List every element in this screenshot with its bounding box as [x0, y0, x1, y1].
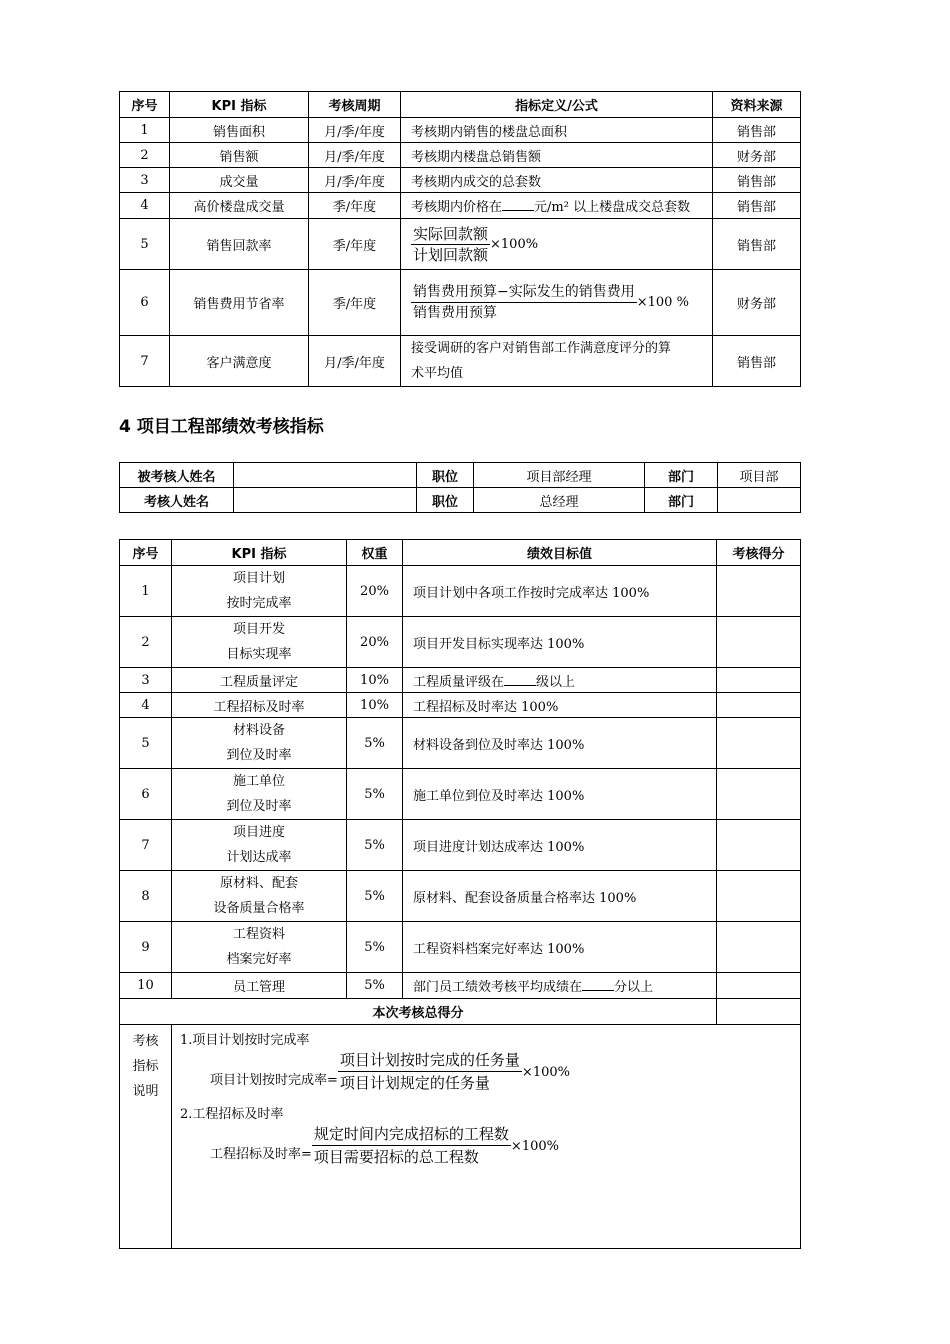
row-score-field[interactable] — [717, 820, 801, 871]
fill-blank — [504, 673, 536, 686]
fraction-numerator: 实际回款额 — [413, 224, 489, 243]
row-cycle: 季/年度 — [309, 193, 401, 219]
row-definition: 考核期内成交的总套数 — [401, 168, 713, 193]
kpi-line: 目标实现率 — [226, 647, 292, 662]
row-no: 10 — [120, 973, 172, 999]
row-target: 原材料、配套设备质量合格率达 100% — [403, 871, 717, 922]
row-weight: 10% — [347, 693, 403, 718]
kpi-line: 档案完好率 — [226, 952, 292, 967]
row-no: 5 — [120, 219, 170, 270]
row-target: 项目开发目标实现率达 100% — [403, 617, 717, 668]
row-target — [403, 668, 717, 693]
row-cycle: 季/年度 — [309, 270, 401, 336]
fraction-numerator: 项目计划按时完成的任务量 — [338, 1049, 522, 1072]
table-header-row — [120, 540, 801, 566]
side-label-line: 指标 — [132, 1059, 159, 1074]
position-label: 职位 — [417, 463, 474, 488]
multiplier: ×100% — [510, 1139, 559, 1154]
row-source: 财务部 — [713, 270, 801, 336]
note-item1-formula — [210, 1049, 570, 1094]
table-row — [120, 118, 801, 143]
info-row — [120, 488, 801, 513]
kpi-line: 项目计划 — [232, 571, 285, 586]
row-definition — [401, 193, 713, 219]
table-row — [120, 668, 801, 693]
dept-label: 部门 — [645, 463, 718, 488]
table-row — [120, 769, 801, 820]
kpi-line: 施工单位 — [232, 774, 285, 789]
table-row — [120, 922, 801, 973]
fill-blank — [502, 198, 534, 211]
row-source: 销售部 — [713, 193, 801, 219]
table-row — [120, 718, 801, 769]
row-source: 销售部 — [713, 118, 801, 143]
kpi-line: 按时完成率 — [226, 596, 292, 611]
definition-line: 术平均值 — [411, 366, 464, 381]
row-target: 施工单位到位及时率达 100% — [403, 769, 717, 820]
assessee-info-table — [119, 462, 801, 513]
row-no: 8 — [120, 871, 172, 922]
table-row — [120, 871, 801, 922]
row-no: 2 — [120, 617, 172, 668]
row-target: 工程招标及时率达 100% — [403, 693, 717, 718]
table-row — [120, 693, 801, 718]
row-weight: 5% — [347, 871, 403, 922]
row-no: 7 — [120, 820, 172, 871]
row-target: 工程资料档案完好率达 100% — [403, 922, 717, 973]
total-row — [120, 999, 801, 1025]
fraction — [338, 1049, 522, 1094]
row-kpi: 销售面积 — [170, 118, 309, 143]
row-source: 销售部 — [713, 168, 801, 193]
row-definition: 考核期内销售的楼盘总面积 — [401, 118, 713, 143]
row-weight: 20% — [347, 617, 403, 668]
header-target: 绩效目标值 — [403, 540, 717, 566]
multiplier: ×100% — [521, 1065, 570, 1080]
row-no: 6 — [120, 769, 172, 820]
assessee-name-label: 被考核人姓名 — [120, 463, 234, 488]
header-cycle: 考核周期 — [309, 92, 401, 118]
table-header-row — [120, 92, 801, 118]
table-row — [120, 219, 801, 270]
row-cycle: 季/年度 — [309, 219, 401, 270]
header-no: 序号 — [120, 540, 172, 566]
definition-prefix: 考核期内价格在 — [411, 200, 503, 215]
section-heading: 4 项目工程部绩效考核指标 — [119, 417, 324, 437]
row-score-field[interactable] — [717, 871, 801, 922]
formula-label: 项目计划按时完成率= — [210, 1073, 338, 1088]
position-label: 职位 — [417, 488, 474, 513]
row-cycle: 月/季/年度 — [309, 336, 401, 387]
header-kpi: KPI 指标 — [170, 92, 309, 118]
row-cycle: 月/季/年度 — [309, 143, 401, 168]
row-definition: 考核期内楼盘总销售额 — [401, 143, 713, 168]
table-row — [120, 168, 801, 193]
row-score-field[interactable] — [717, 718, 801, 769]
row-kpi: 员工管理 — [172, 973, 347, 999]
total-score-field[interactable] — [717, 999, 801, 1025]
table-row — [120, 193, 801, 219]
row-score-field[interactable] — [717, 922, 801, 973]
row-no: 2 — [120, 143, 170, 168]
notes-row — [120, 1025, 801, 1249]
notes-content — [172, 1025, 801, 1249]
formula-label: 工程招标及时率= — [210, 1147, 312, 1162]
row-target: 项目进度计划达成率达 100% — [403, 820, 717, 871]
row-weight: 5% — [347, 973, 403, 999]
multiplier: ×100 % — [636, 295, 689, 310]
row-formula — [401, 219, 713, 270]
fraction-numerator: 规定时间内完成招标的工程数 — [312, 1123, 511, 1146]
assessee-position: 项目部经理 — [474, 463, 645, 488]
header-no: 序号 — [120, 92, 170, 118]
row-kpi: 销售回款率 — [170, 219, 309, 270]
kpi-line: 计划达成率 — [226, 850, 292, 865]
header-source: 资料来源 — [713, 92, 801, 118]
row-definition — [401, 336, 713, 387]
header-weight: 权重 — [347, 540, 403, 566]
kpi-line: 到位及时率 — [226, 799, 292, 814]
side-label-line: 考核 — [132, 1034, 159, 1049]
target-prefix: 部门员工绩效考核平均成绩在 — [413, 980, 583, 995]
row-no: 4 — [120, 193, 170, 219]
row-kpi: 工程质量评定 — [172, 668, 347, 693]
row-weight: 5% — [347, 820, 403, 871]
row-no: 1 — [120, 118, 170, 143]
row-score-field[interactable] — [717, 693, 801, 718]
note-item1-title: 1.项目计划按时完成率 — [180, 1033, 310, 1048]
kpi-line: 材料设备 — [232, 723, 285, 738]
table-row — [120, 270, 801, 336]
target-suffix: 分以上 — [614, 980, 654, 995]
assessor-name-label: 考核人姓名 — [120, 488, 234, 513]
side-label-line: 说明 — [132, 1084, 159, 1099]
header-score: 考核得分 — [717, 540, 801, 566]
row-weight: 5% — [347, 718, 403, 769]
table-row — [120, 617, 801, 668]
row-source: 销售部 — [713, 219, 801, 270]
fill-blank — [582, 978, 614, 991]
multiplier: ×100% — [490, 236, 539, 252]
row-source: 销售部 — [713, 336, 801, 387]
fraction-denominator: 销售费用预算 — [413, 305, 497, 321]
row-target: 项目计划中各项工作按时完成率达 100% — [403, 566, 717, 617]
kpi-line: 原材料、配套 — [219, 876, 298, 891]
row-no: 5 — [120, 718, 172, 769]
fraction-denominator: 计划回款额 — [413, 245, 489, 264]
row-weight: 20% — [347, 566, 403, 617]
row-weight: 5% — [347, 922, 403, 973]
kpi-line: 项目开发 — [232, 622, 285, 637]
row-kpi — [172, 769, 347, 820]
total-score-label: 本次考核总得分 — [120, 999, 717, 1025]
row-score-field[interactable] — [717, 769, 801, 820]
table-row — [120, 143, 801, 168]
row-weight: 10% — [347, 668, 403, 693]
row-kpi: 工程招标及时率 — [172, 693, 347, 718]
row-kpi — [172, 820, 347, 871]
table-row — [120, 820, 801, 871]
engineering-kpi-table — [119, 539, 801, 1249]
note-item2-formula — [210, 1123, 559, 1168]
row-score-field[interactable] — [717, 566, 801, 617]
fraction-numerator: 销售费用预算−实际发生的销售费用 — [411, 282, 637, 303]
row-no: 6 — [120, 270, 170, 336]
sales-kpi-table — [119, 91, 801, 387]
definition-suffix: 元/m² 以上楼盘成交总套数 — [534, 200, 691, 215]
row-kpi — [172, 566, 347, 617]
row-kpi — [172, 871, 347, 922]
table-row — [120, 973, 801, 999]
row-kpi: 销售额 — [170, 143, 309, 168]
header-definition: 指标定义/公式 — [401, 92, 713, 118]
kpi-line: 项目进度 — [232, 825, 285, 840]
assessor-position: 总经理 — [474, 488, 645, 513]
row-kpi: 销售费用节省率 — [170, 270, 309, 336]
row-kpi: 高价楼盘成交量 — [170, 193, 309, 219]
notes-side-label — [120, 1025, 172, 1249]
assessor-dept[interactable] — [718, 488, 801, 513]
row-score-field[interactable] — [717, 617, 801, 668]
fraction-denominator: 项目需要招标的总工程数 — [313, 1148, 479, 1166]
table-row — [120, 336, 801, 387]
row-source: 财务部 — [713, 143, 801, 168]
row-no: 7 — [120, 336, 170, 387]
row-kpi: 客户满意度 — [170, 336, 309, 387]
row-formula — [401, 270, 713, 336]
row-kpi — [172, 922, 347, 973]
definition-line: 接受调研的客户对销售部工作满意度评分的算 — [411, 341, 672, 356]
row-score-field[interactable] — [717, 973, 801, 999]
info-row — [120, 463, 801, 488]
row-kpi — [172, 617, 347, 668]
kpi-line: 到位及时率 — [226, 748, 292, 763]
row-no: 9 — [120, 922, 172, 973]
row-no: 3 — [120, 668, 172, 693]
target-suffix: 级以上 — [536, 674, 576, 690]
target-prefix: 工程质量评级在 — [413, 674, 505, 690]
row-score-field[interactable] — [717, 668, 801, 693]
row-no: 1 — [120, 566, 172, 617]
row-target — [403, 973, 717, 999]
row-cycle: 月/季/年度 — [309, 118, 401, 143]
table-row — [120, 566, 801, 617]
header-kpi: KPI 指标 — [172, 540, 347, 566]
row-cycle: 月/季/年度 — [309, 168, 401, 193]
assessor-name-field[interactable] — [234, 488, 417, 513]
row-no: 3 — [120, 168, 170, 193]
fraction — [411, 282, 637, 323]
fraction — [312, 1123, 511, 1168]
row-kpi: 成交量 — [170, 168, 309, 193]
kpi-line: 设备质量合格率 — [213, 901, 305, 916]
note-item2-title: 2.工程招标及时率 — [180, 1107, 284, 1122]
row-no: 4 — [120, 693, 172, 718]
dept-label: 部门 — [645, 488, 718, 513]
fraction-denominator: 项目计划规定的任务量 — [339, 1074, 490, 1092]
row-weight: 5% — [347, 769, 403, 820]
kpi-line: 工程资料 — [232, 927, 285, 942]
assessee-dept: 项目部 — [718, 463, 801, 488]
row-kpi — [172, 718, 347, 769]
assessee-name-field[interactable] — [234, 463, 417, 488]
row-target: 材料设备到位及时率达 100% — [403, 718, 717, 769]
fraction — [411, 224, 490, 265]
